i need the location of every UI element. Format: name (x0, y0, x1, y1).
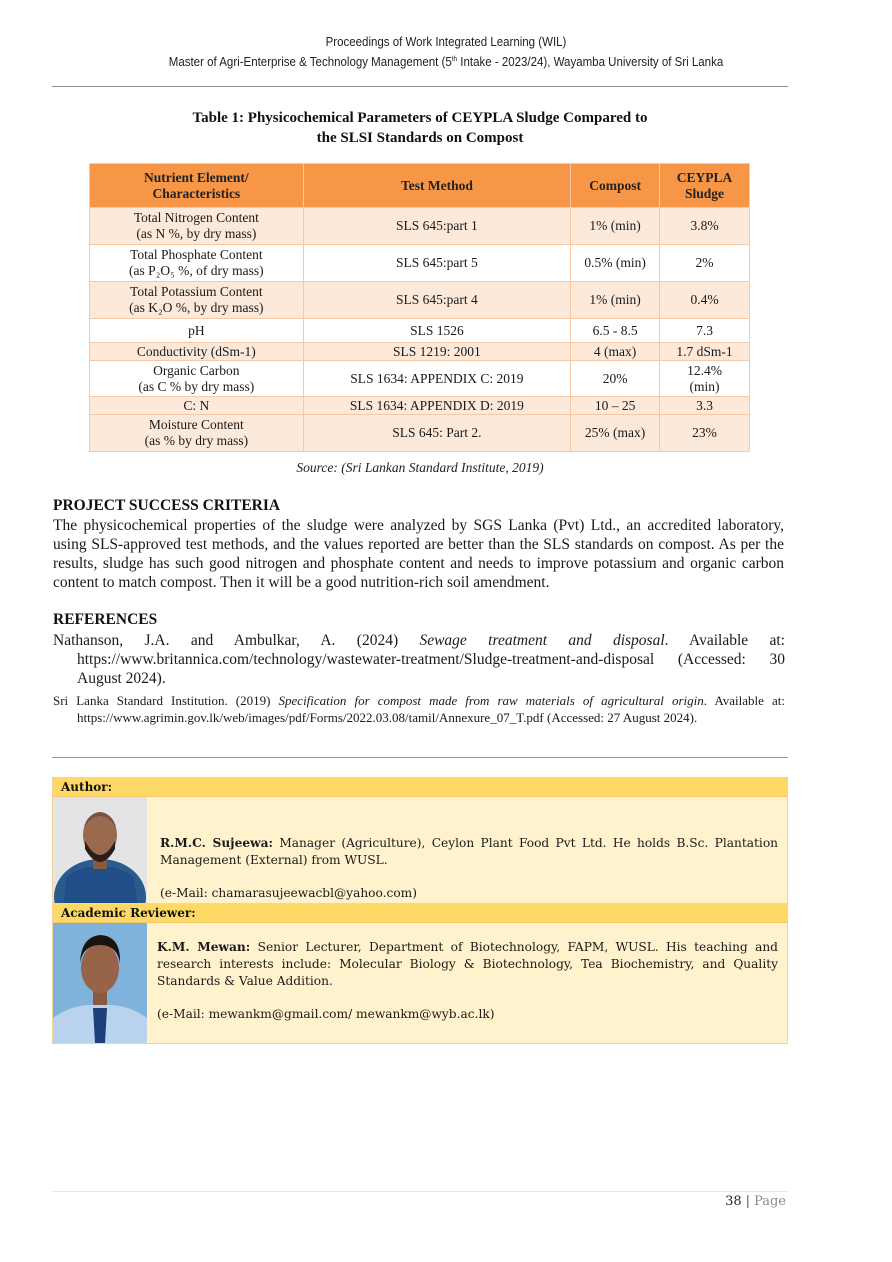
reference-title: Specification for compost made from raw materials of agricultural origin (278, 693, 704, 708)
author-label: Author: (53, 778, 787, 797)
author-name: R.M.C. Sujeewa: (160, 836, 273, 850)
method-cell: SLS 645:part 4 (303, 282, 570, 319)
param-cell: pH (90, 319, 304, 343)
sludge-value: 12.4% (687, 362, 722, 378)
author-email[interactable]: (e-Mail: chamarasujeewacbl@yahoo.com) (160, 886, 417, 900)
reference-item (53, 692, 785, 726)
param-cell (90, 282, 304, 319)
ordinal-suffix: th (451, 56, 458, 63)
param-name: Organic Carbon (153, 362, 240, 378)
sludge-cell: 23% (660, 415, 750, 452)
table-row (90, 245, 750, 282)
sludge-cell: 3.8% (660, 208, 750, 245)
param-name: Moisture Content (148, 417, 244, 432)
compost-cell: 6.5 - 8.5 (571, 319, 660, 343)
program-line-text: Master of Agri-Enterprise & Technology Management (5 (168, 55, 452, 70)
param-name: Total Potassium Content (130, 284, 263, 299)
table-caption-line-1: Table 1: Physicochemical Parameters of CEYPLA Sludge Compared to (192, 110, 648, 126)
sludge-cell: 3.3 (660, 397, 750, 415)
param-name: Total Phosphate Content (130, 247, 263, 262)
header-text: Characteristics (152, 185, 241, 201)
header-text: CEYPLA (676, 169, 733, 185)
compost-cell: 1% (min) (571, 208, 660, 245)
reference-authors: Sri Lanka Standard Institution. (2019) (53, 693, 279, 708)
header-test-method: Test Method (303, 164, 570, 208)
contributors-box (52, 777, 788, 1044)
compost-cell: 4 (max) (571, 343, 660, 361)
proceedings-title: Proceedings of Work Integrated Learning (WIL) (325, 35, 567, 49)
compost-cell: 10 – 25 (571, 397, 660, 415)
header-divider (52, 86, 788, 87)
reviewer-description: Senior Lecturer, Department of Biotechnology, FAPM, WUSL. His teaching and research interests include: Molecular Biology & Biotechnology, Tea Biochemistry, and Quality Standards & Value Addition. (157, 940, 778, 988)
header-nutrient-element (90, 164, 304, 208)
table-row (90, 415, 750, 452)
param-cell: Conductivity (dSm-1) (90, 343, 304, 361)
sludge-cell: 7.3 (660, 319, 750, 343)
reference-item (53, 631, 785, 688)
method-cell: SLS 1634: APPENDIX C: 2019 (303, 361, 570, 397)
page-number (725, 1194, 786, 1209)
table-header-row (90, 164, 750, 208)
method-cell: SLS 1526 (303, 319, 570, 343)
author-photo (53, 797, 147, 903)
method-cell: SLS 645:part 1 (303, 208, 570, 245)
header-compost: Compost (571, 164, 660, 208)
reviewer-portrait-icon (53, 923, 147, 1043)
success-criteria-body: The physicochemical properties of the sludge were analyzed by SGS Lanka (Pvt) Ltd., an accredited laboratory, using SLS-approved test methods, and the values reported are better than the SLS standards on compost. As per the results, sludge has such good nitrogen and phosphate content and needs to improve potassium and organic carbon content to match compost. Then it will be a good nutrition-rich soil amendment. (53, 517, 784, 591)
reference-link[interactable]: . Available at: https://www.britannica.com/technology/wastewater-treatment/Sludge-treatment-and-disposal (Accessed: 30 August 2024). (77, 632, 785, 687)
author-row (53, 797, 787, 904)
param-unit: (as N %, by dry mass) (136, 226, 257, 241)
parameters-table (89, 163, 750, 452)
table-row (90, 208, 750, 245)
author-portrait-icon (53, 797, 147, 903)
author-bio (147, 797, 787, 903)
method-cell: SLS 1634: APPENDIX D: 2019 (303, 397, 570, 415)
table-caption-line-2: the SLSI Standards on Compost (316, 130, 524, 146)
sludge-qualifier: (min) (689, 378, 720, 394)
footer-divider (52, 1191, 788, 1192)
reviewer-email[interactable]: (e-Mail: mewankm@gmail.com/ mewankm@wyb.ac.lk) (157, 1007, 495, 1021)
header-text: Nutrient Element/ (144, 169, 249, 185)
reference-authors: Nathanson, J.A. and Ambulkar, A. (2024) (53, 632, 420, 649)
param-cell: C: N (90, 397, 304, 415)
param-cell (90, 415, 304, 452)
param-cell (90, 361, 304, 397)
references-heading: REFERENCES (53, 611, 158, 628)
param-cell (90, 245, 304, 282)
reviewer-bio (147, 923, 787, 1043)
table-row (90, 361, 750, 397)
references-list (53, 631, 785, 726)
page-number-value: 38 (725, 1194, 742, 1209)
page-separator: | (745, 1194, 751, 1209)
table-row (90, 397, 750, 415)
reviewer-label: Academic Reviewer: (53, 904, 787, 923)
compost-cell: 1% (min) (571, 282, 660, 319)
method-cell: SLS 645:part 5 (303, 245, 570, 282)
compost-cell: 0.5% (min) (571, 245, 660, 282)
param-unit: (as P₂O₅ %, of dry mass) (129, 263, 264, 278)
success-criteria-heading: PROJECT SUCCESS CRITERIA (53, 497, 281, 514)
param-unit: (as % by dry mass) (144, 433, 249, 448)
sludge-cell: 1.7 dSm-1 (660, 343, 750, 361)
method-cell: SLS 1219: 2001 (303, 343, 570, 361)
reviewer-name: K.M. Mewan: (157, 940, 251, 954)
table-row (90, 343, 750, 361)
reference-link[interactable]: . Available at: https://www.agrimin.gov.lk/web/images/pdf/Forms/2022.03.08/tamil/Annexure_07_T.pdf (Accessed: 27 August 2024). (77, 693, 785, 725)
header-text: Sludge (685, 185, 725, 201)
page-label: Page (754, 1194, 786, 1209)
author-description: Manager (Agriculture), Ceylon Plant Food Pvt Ltd. He holds B.Sc. Plantation Management (External) from WUSL. (160, 836, 779, 867)
table-source: Source: (Sri Lankan Standard Institute, 2019) (296, 460, 544, 475)
sludge-cell: 0.4% (660, 282, 750, 319)
compost-cell: 20% (571, 361, 660, 397)
header-ceypla-sludge (660, 164, 750, 208)
param-unit: (as C % by dry mass) (138, 378, 255, 394)
method-cell: SLS 645: Part 2. (303, 415, 570, 452)
table-row (90, 319, 750, 343)
program-line-text-end: Intake - 2023/24), Wayamba University of Sri Lanka (457, 55, 724, 70)
reviewer-row (53, 923, 787, 1043)
reviewer-photo (53, 923, 147, 1043)
compost-cell: 25% (max) (571, 415, 660, 452)
table-row (90, 282, 750, 319)
param-unit: (as K₂O %, by dry mass) (129, 300, 264, 315)
param-cell (90, 208, 304, 245)
param-name: Total Nitrogen Content (133, 210, 259, 225)
reference-title: Sewage treatment and disposal (419, 632, 665, 649)
running-header (36, 33, 857, 71)
section-divider (52, 757, 788, 758)
sludge-cell: 2% (660, 245, 750, 282)
table-caption (100, 108, 740, 148)
sludge-cell (660, 361, 750, 397)
program-line (36, 51, 857, 71)
